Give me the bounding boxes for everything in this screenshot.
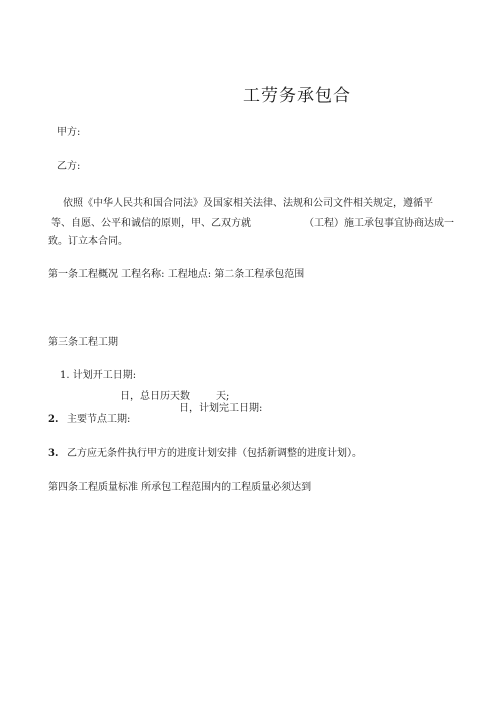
schedule-item-1-days-unit: 天; — [216, 391, 230, 402]
schedule-item-1: 1. 计划开工日期: — [60, 370, 137, 381]
party-b-label: 乙方: — [57, 161, 81, 172]
intro-paragraph-line-1: 依照《中华人民共和国合同法》及国家相关法律、法规和公司文件相关规定，遵循平 — [63, 198, 433, 209]
schedule-item-2-text: 主要节点工期: — [67, 414, 131, 425]
schedule-item-3-text: 乙方应无条件执行甲方的进度计划安排（包括新调整的进度计划）。 — [67, 448, 362, 459]
article-3-heading: 第三条工程工期 — [48, 337, 118, 348]
schedule-item-3-number: 3. — [48, 448, 59, 459]
intro-paragraph-line-2a: 等、自愿、公平和诚信的原则，甲、乙双方就 — [51, 218, 251, 229]
intro-paragraph-line-2b: （工程）施工承包事宜协商达成一 — [304, 218, 454, 229]
document-title: 工劳务承包合 — [243, 86, 351, 106]
article-1-heading: 第一条工程概况 工程名称: 工程地点: 第二条工程承包范围 — [48, 269, 305, 280]
article-4-heading: 第四条工程质量标准 所承包工程范围内的工程质量必须达到 — [48, 482, 312, 493]
intro-paragraph-line-3: 致。订立本合同。 — [48, 236, 128, 247]
party-a-label: 甲方: — [57, 127, 81, 138]
schedule-item-2-number: 2. — [48, 414, 59, 425]
schedule-item-1-duration-label: 日，总日历天数 — [120, 391, 190, 402]
schedule-item-1-completion-label: 日，计划完工日期: — [179, 403, 263, 414]
